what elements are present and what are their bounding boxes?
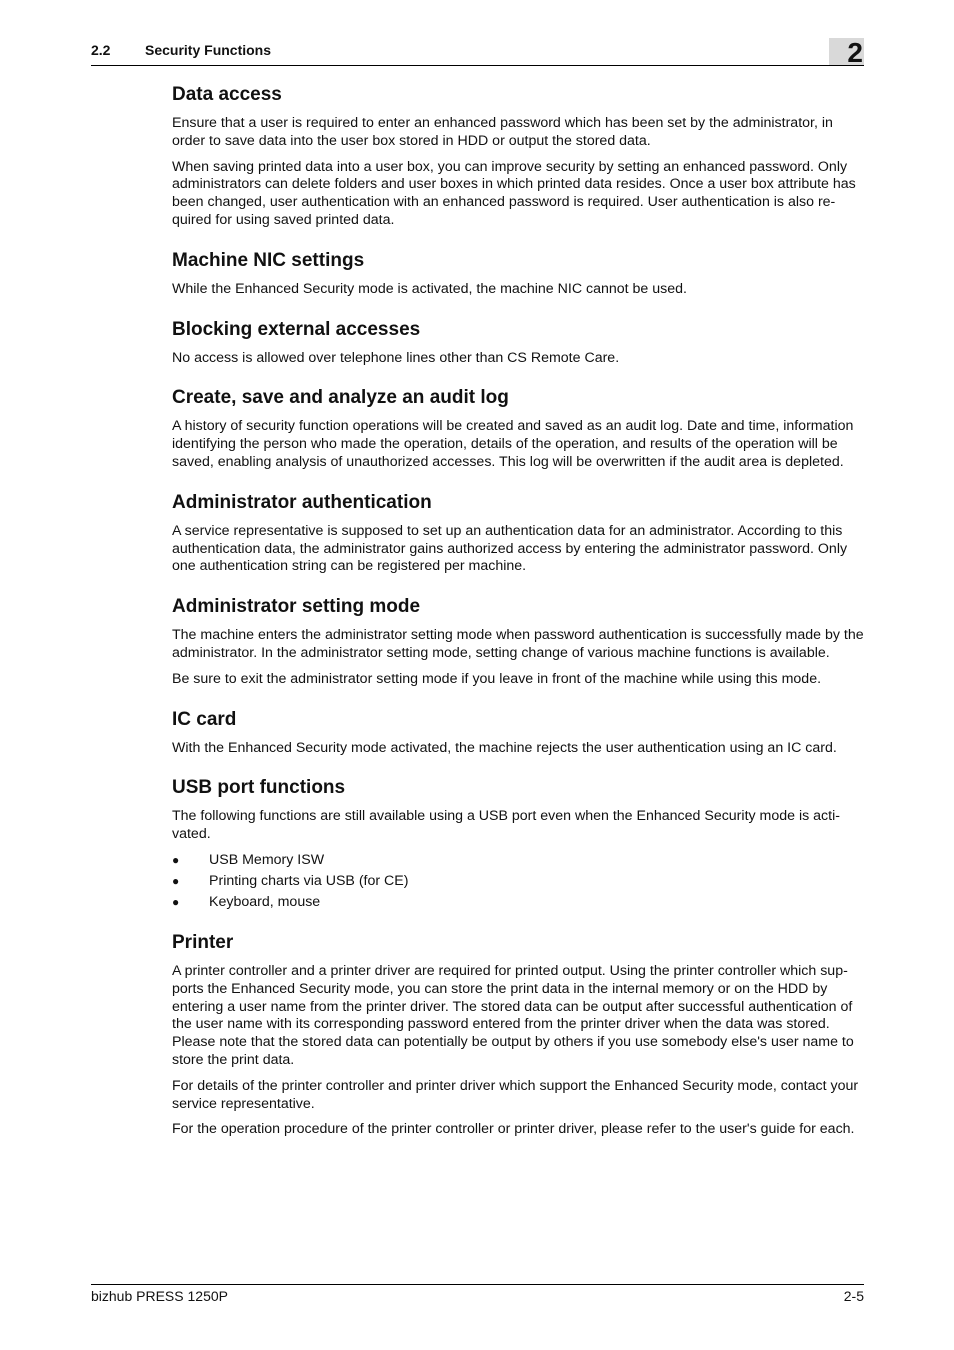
- bullet-item: [172, 894, 864, 912]
- section-paragraph: With the Enhanced Security mode activated, the machine rejects the user authentication using an IC card.: [172, 739, 837, 756]
- bullet-text: Printing charts via USB (for CE): [209, 873, 409, 890]
- section-paragraph: The following functions are still available using a USB port even when the Enhanced Security mode is acti-vated.: [172, 808, 840, 843]
- bullet-item: [172, 873, 864, 891]
- footer-product-name: bizhub PRESS 1250P: [91, 1288, 228, 1304]
- page-content: [172, 84, 864, 1159]
- section: [172, 492, 864, 576]
- section: [172, 387, 864, 471]
- header-section-number: 2.2: [91, 42, 111, 58]
- section-heading: Create, save and analyze an audit log: [172, 387, 509, 409]
- bullet-text: USB Memory ISW: [209, 851, 325, 868]
- section-heading: IC card: [172, 708, 237, 730]
- section-paragraph: Be sure to exit the administrator setting mode if you leave in front of the machine while using this mode.: [172, 670, 822, 687]
- section-paragraph: A service representative is supposed to set up an authentication data for an administrator. According to this authentication data, the administrator gains authorized access by entering the administrator password. Only one authentication string can be registered per machine.: [172, 522, 848, 575]
- bullet-icon: ●: [172, 874, 180, 889]
- section-heading: Blocking external accesses: [172, 318, 421, 340]
- section-paragraph: For the operation procedure of the printer controller or printer driver, please refer to the user's guide for each.: [172, 1121, 855, 1138]
- section-paragraph: The machine enters the administrator setting mode when password authentication is successfully made by the administrator. In the administrator setting mode, setting change of various machine functions is available.: [172, 627, 864, 661]
- section-paragraph: While the Enhanced Security mode is activated, the machine NIC cannot be used.: [172, 280, 687, 297]
- section: [172, 84, 864, 230]
- section-heading: Administrator setting mode: [172, 596, 421, 618]
- header-section-title: Security Functions: [145, 42, 272, 58]
- page-footer: [91, 1284, 864, 1304]
- section: [172, 319, 864, 368]
- section-heading: USB port functions: [172, 777, 346, 799]
- footer-page-number: 2-5: [843, 1288, 864, 1304]
- section: [172, 250, 864, 299]
- section: [172, 596, 864, 688]
- bullet-icon: ●: [172, 852, 180, 867]
- bullet-list: [172, 852, 864, 912]
- bullet-item: [172, 852, 864, 870]
- section-paragraph: For details of the printer controller and printer driver which support the Enhanced Security mode, contact your service representative.: [172, 1077, 859, 1112]
- section-heading: Administrator authentication: [172, 491, 432, 513]
- section-paragraph: No access is allowed over telephone lines other than CS Remote Care.: [172, 349, 620, 366]
- section-paragraph: When saving printed data into a user box, you can improve security by setting an enhanced password. Only administrators can delete folders and user boxes in which printed data resides. Once a user box attribute has been changed, user authentication with an enhanced password is required. User authentication is also re-quired for using saved printed data.: [172, 158, 856, 228]
- chapter-number-badge: 2: [829, 38, 864, 65]
- page-header: [91, 38, 864, 66]
- section-heading: Machine NIC settings: [172, 249, 365, 271]
- section: [172, 932, 864, 1139]
- section-paragraph: A history of security function operations will be created and saved as an audit log. Date and time, information identifying the person who made the operation, details of the operation, and results of the operation will be saved, enabling analysis of unauthorized accesses. This log will be overwritten if the audit area is depleted.: [172, 418, 854, 470]
- section-heading: Data access: [172, 84, 282, 105]
- bullet-text: Keyboard, mouse: [209, 894, 321, 911]
- section-paragraph: A printer controller and a printer driver are required for printed output. Using the printer controller which sup-ports the Enhanced Security mode, you can store the print data in the internal memory or on the HDD by entering a user name from the printer driver. The stored data can be output after successful authentication of the user name with its corresponding password entered from the printer driver when the data was stored. Please note that the stored data can potentially be output by others if you use somebody else's user name to store the print data.: [172, 962, 854, 1068]
- bullet-icon: ●: [172, 895, 180, 910]
- section-paragraph: Ensure that a user is required to enter an enhanced password which has been set by the administrator, in order to save data into the user box stored in HDD or output the stored data.: [172, 115, 833, 149]
- section: [172, 709, 864, 758]
- section-heading: Printer: [172, 931, 234, 953]
- section: [172, 777, 864, 912]
